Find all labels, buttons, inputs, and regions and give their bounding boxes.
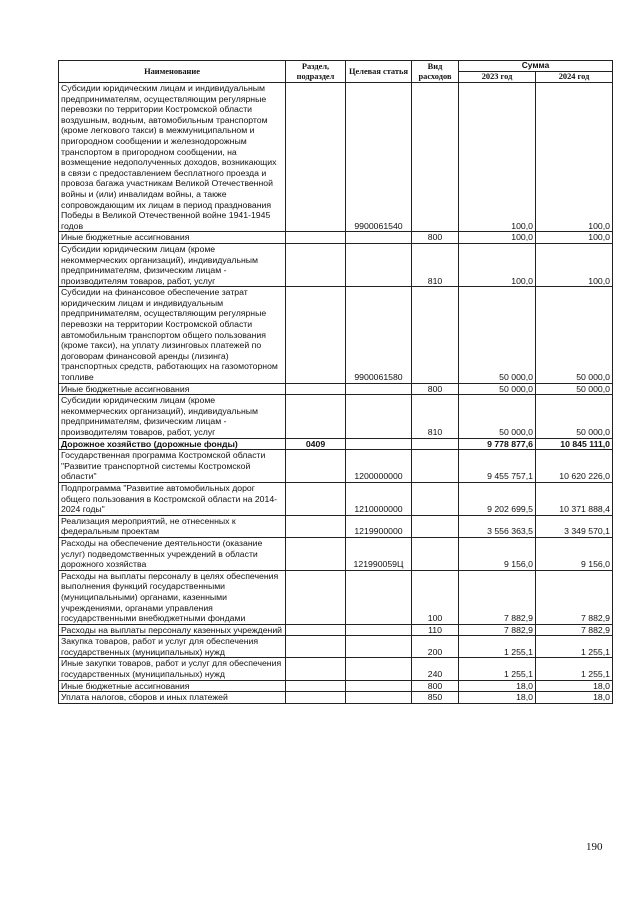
cell-section xyxy=(286,636,346,658)
table-header xyxy=(59,61,613,83)
cell-name: Уплата налогов, сборов и иных платежей xyxy=(59,692,286,704)
cell-target xyxy=(346,624,412,636)
header-target: Целевая статья xyxy=(346,61,412,83)
page-number: 190 xyxy=(586,841,603,853)
header-year-2023: 2023 год xyxy=(459,72,536,83)
cell-amount-2024: 1 255,1 xyxy=(536,658,613,680)
cell-expense xyxy=(412,287,459,383)
cell-expense xyxy=(412,83,459,232)
cell-name: Иные бюджетные ассигнования xyxy=(59,680,286,692)
cell-amount-2024: 7 882,9 xyxy=(536,624,613,636)
cell-expense xyxy=(412,482,459,515)
cell-target: 1200000000 xyxy=(346,450,412,483)
budget-sheet xyxy=(58,60,612,704)
cell-expense: 800 xyxy=(412,680,459,692)
header-expense: Вид расходов xyxy=(412,61,459,83)
cell-name: Государственная программа Костромской области "Развитие транспортной системы Костромской области" xyxy=(59,450,286,483)
cell-amount-2024: 10 620 226,0 xyxy=(536,450,613,483)
cell-name: Иные закупки товаров, работ и услуг для обеспечения государственных (муниципальных) нужд xyxy=(59,658,286,680)
cell-expense: 810 xyxy=(412,243,459,286)
cell-expense: 240 xyxy=(412,658,459,680)
cell-amount-2024: 10 845 111,0 xyxy=(536,438,613,450)
cell-section xyxy=(286,232,346,244)
cell-name: Подпрограмма "Развитие автомобильных дорог общего пользования в Костромской области на 2014-2024 годы" xyxy=(59,482,286,515)
table-row xyxy=(59,636,613,658)
cell-name: Расходы на выплаты персоналу казенных учреждений xyxy=(59,624,286,636)
table-row xyxy=(59,658,613,680)
cell-amount-2023: 9 455 757,1 xyxy=(459,450,536,483)
cell-section xyxy=(286,383,346,395)
table-row xyxy=(59,692,613,704)
table-row xyxy=(59,537,613,570)
cell-expense: 100 xyxy=(412,570,459,624)
cell-amount-2024: 100,0 xyxy=(536,232,613,244)
table-row xyxy=(59,232,613,244)
cell-amount-2023: 100,0 xyxy=(459,83,536,232)
cell-section xyxy=(286,624,346,636)
cell-amount-2024: 3 349 570,1 xyxy=(536,515,613,537)
cell-name: Дорожное хозяйство (дорожные фонды) xyxy=(59,438,286,450)
table-row xyxy=(59,570,613,624)
table-row xyxy=(59,83,613,232)
cell-amount-2023: 50 000,0 xyxy=(459,395,536,438)
cell-name: Субсидии юридическим лицам (кроме некоммерческих организаций), индивидуальным предпринимателям, физическим лицам - производителям товаров, работ, услуг xyxy=(59,243,286,286)
cell-target xyxy=(346,243,412,286)
cell-amount-2023: 7 882,9 xyxy=(459,570,536,624)
cell-amount-2023: 100,0 xyxy=(459,232,536,244)
table-row xyxy=(59,450,613,483)
cell-section xyxy=(286,243,346,286)
cell-expense xyxy=(412,515,459,537)
cell-name: Субсидии на финансовое обеспечение затрат юридическим лицам и индивидуальным предпринимателям, осуществляющим регулярные перевозки на территории Костромской области автомобильным транспортом общего пользования (кроме такси), на уплату лизинговых платежей по договорам финансовой аренды (лизинга) транспортных средств, работающих на газомоторном топливе xyxy=(59,287,286,383)
cell-expense xyxy=(412,537,459,570)
cell-name: Субсидии юридическим лицам и индивидуальным предпринимателям, осуществляющим регулярные перевозки по территории Костромской области воздушным, водным, автомобильным транспортом (кроме легкового такси) в межмуниципальном и пригородном сообщении и железнодорожным транспортом в пригородном сообщении, на возмещение недополученных доходов, возникающих в связи с предоставлением бесплатного проезда и провоза багажа участникам Великой Отечественной войны и (или) инвалидам войны, а также сопровождающим их лицам в период празднования Победы в Великой Отечественной войне 1941-1945 годов xyxy=(59,83,286,232)
cell-section xyxy=(286,450,346,483)
cell-section xyxy=(286,692,346,704)
cell-name: Реализация мероприятий, не отнесенных к федеральным проектам xyxy=(59,515,286,537)
cell-expense: 200 xyxy=(412,636,459,658)
cell-amount-2023: 18,0 xyxy=(459,680,536,692)
header-year-2024: 2024 год xyxy=(536,72,613,83)
cell-target xyxy=(346,383,412,395)
cell-amount-2023: 50 000,0 xyxy=(459,383,536,395)
cell-target: 1210000000 xyxy=(346,482,412,515)
cell-amount-2024: 7 882,9 xyxy=(536,570,613,624)
cell-target xyxy=(346,692,412,704)
cell-amount-2023: 18,0 xyxy=(459,692,536,704)
table-row xyxy=(59,482,613,515)
cell-amount-2024: 100,0 xyxy=(536,83,613,232)
cell-expense: 850 xyxy=(412,692,459,704)
cell-amount-2024: 10 371 888,4 xyxy=(536,482,613,515)
cell-name: Иные бюджетные ассигнования xyxy=(59,383,286,395)
table-row xyxy=(59,395,613,438)
cell-amount-2023: 7 882,9 xyxy=(459,624,536,636)
cell-name: Расходы на обеспечение деятельности (оказание услуг) подведомственных учреждений в области дорожного хозяйства xyxy=(59,537,286,570)
cell-section xyxy=(286,83,346,232)
cell-section xyxy=(286,287,346,383)
header-section: Раздел, подраздел xyxy=(286,61,346,83)
cell-amount-2024: 1 255,1 xyxy=(536,636,613,658)
cell-name: Иные бюджетные ассигнования xyxy=(59,232,286,244)
table-row xyxy=(59,287,613,383)
cell-target xyxy=(346,232,412,244)
cell-expense: 800 xyxy=(412,383,459,395)
cell-expense: 800 xyxy=(412,232,459,244)
cell-amount-2023: 1 255,1 xyxy=(459,658,536,680)
cell-expense xyxy=(412,438,459,450)
cell-target xyxy=(346,395,412,438)
cell-expense: 810 xyxy=(412,395,459,438)
cell-name: Расходы на выплаты персоналу в целях обеспечения выполнения функций государственными (муниципальными) органами, казенными учреждениями, органами управления государственными внебюджетными фондами xyxy=(59,570,286,624)
cell-amount-2023: 100,0 xyxy=(459,243,536,286)
cell-amount-2023: 1 255,1 xyxy=(459,636,536,658)
cell-amount-2023: 9 778 877,6 xyxy=(459,438,536,450)
cell-amount-2024: 18,0 xyxy=(536,692,613,704)
cell-amount-2023: 9 202 699,5 xyxy=(459,482,536,515)
table-row xyxy=(59,383,613,395)
cell-section xyxy=(286,395,346,438)
cell-amount-2024: 50 000,0 xyxy=(536,395,613,438)
cell-section: 0409 xyxy=(286,438,346,450)
cell-section xyxy=(286,570,346,624)
cell-section xyxy=(286,482,346,515)
cell-amount-2024: 9 156,0 xyxy=(536,537,613,570)
table-row xyxy=(59,438,613,450)
cell-target xyxy=(346,636,412,658)
cell-amount-2023: 3 556 363,5 xyxy=(459,515,536,537)
table-body xyxy=(59,83,613,704)
cell-target xyxy=(346,438,412,450)
cell-target: 121990059Ц xyxy=(346,537,412,570)
cell-amount-2024: 100,0 xyxy=(536,243,613,286)
cell-amount-2024: 50 000,0 xyxy=(536,383,613,395)
cell-section xyxy=(286,680,346,692)
cell-name: Субсидии юридическим лицам (кроме некоммерческих организаций), индивидуальным предпринимателям, физическим лицам - производителям товаров, работ, услуг xyxy=(59,395,286,438)
table-row xyxy=(59,624,613,636)
cell-section xyxy=(286,537,346,570)
table-row xyxy=(59,680,613,692)
cell-target xyxy=(346,680,412,692)
table-row xyxy=(59,515,613,537)
cell-amount-2023: 50 000,0 xyxy=(459,287,536,383)
header-sum: Сумма xyxy=(459,61,613,72)
table-row xyxy=(59,243,613,286)
cell-target: 1219900000 xyxy=(346,515,412,537)
cell-section xyxy=(286,515,346,537)
cell-target: 9900061580 xyxy=(346,287,412,383)
cell-amount-2024: 50 000,0 xyxy=(536,287,613,383)
cell-amount-2024: 18,0 xyxy=(536,680,613,692)
cell-expense xyxy=(412,450,459,483)
header-name: Наименование xyxy=(59,61,286,83)
cell-section xyxy=(286,658,346,680)
cell-target: 9900061540 xyxy=(346,83,412,232)
cell-target xyxy=(346,570,412,624)
cell-amount-2023: 9 156,0 xyxy=(459,537,536,570)
budget-table xyxy=(58,60,613,704)
cell-name: Закупка товаров, работ и услуг для обеспечения государственных (муниципальных) нужд xyxy=(59,636,286,658)
cell-expense: 110 xyxy=(412,624,459,636)
cell-target xyxy=(346,658,412,680)
